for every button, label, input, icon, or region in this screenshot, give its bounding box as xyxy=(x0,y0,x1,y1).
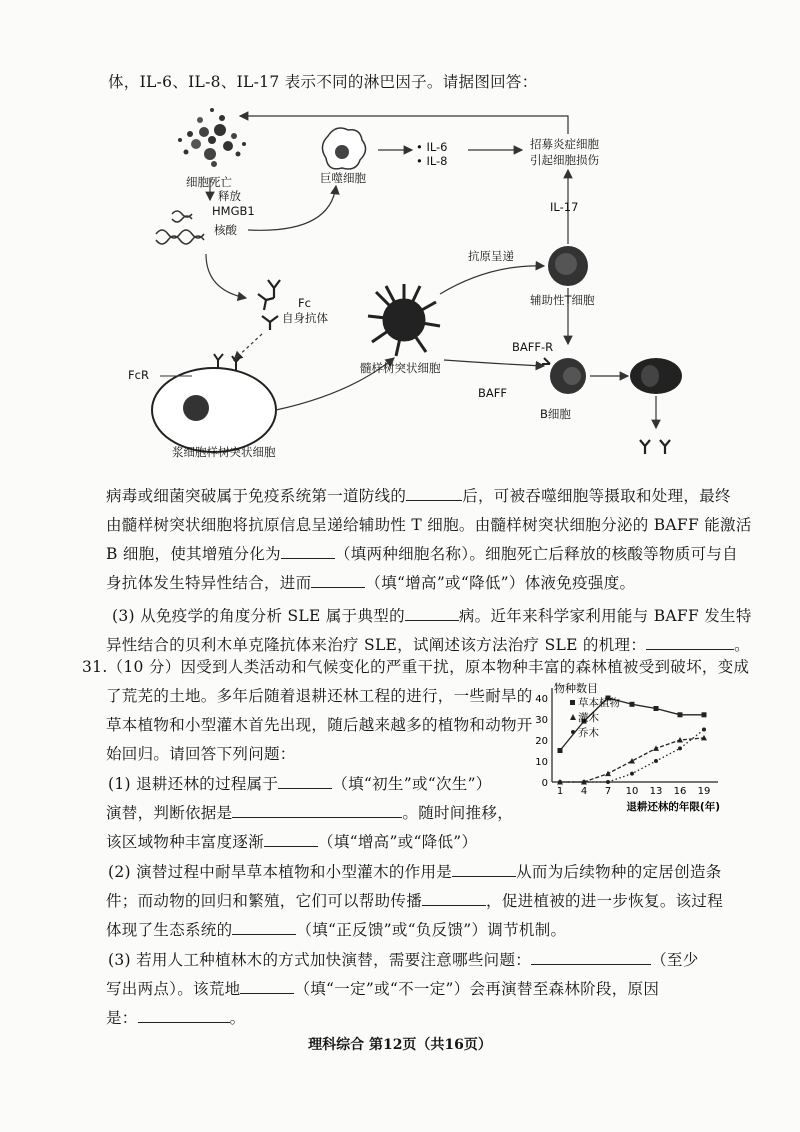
label-antigen-presentation: 抗原呈递 xyxy=(468,249,514,263)
q31-2-a: (2) 演替过程中耐旱草本植物和小型灌木的作用是 xyxy=(108,863,453,881)
b-cell-icon xyxy=(542,358,586,394)
legend-marker xyxy=(571,730,575,734)
data-point xyxy=(678,746,682,750)
page-footer: 理科综合 第12页（共16页） xyxy=(308,1037,492,1053)
q30-3-l2a: 异性结合的贝利木单克隆抗体来治疗 SLE，试阐述该方法治疗 SLE 的机理： xyxy=(106,636,647,654)
helper-t-cell-icon xyxy=(548,246,588,286)
q31-2-b: 从而为后续物种的定居创造条 xyxy=(516,863,722,881)
q31-2-line3 xyxy=(106,918,566,940)
q30-3-l2b: 。 xyxy=(734,636,750,654)
label-helper-t: 辅助性T细胞 xyxy=(530,293,595,307)
label-baff: BAFF xyxy=(478,386,507,400)
data-point xyxy=(677,737,683,743)
answer-blank[interactable] xyxy=(138,1008,230,1023)
data-point xyxy=(582,780,586,784)
q30-3-line1 xyxy=(112,604,752,626)
answer-blank[interactable] xyxy=(646,635,734,650)
plasmacytoid-dc-icon xyxy=(152,354,276,452)
label-b-cell: B细胞 xyxy=(540,407,571,421)
q31-1-b: （填“初生”或“次生”） xyxy=(332,775,492,793)
q31-2-line2 xyxy=(106,889,723,911)
x-tick-label: 13 xyxy=(649,786,663,797)
x-tick-label: 16 xyxy=(673,786,687,797)
q30-2-line3 xyxy=(106,542,738,564)
macrophage-icon xyxy=(322,128,365,169)
q31-2-e: 体现了生态系统的 xyxy=(106,921,233,939)
data-point xyxy=(629,758,635,764)
label-autoantibody: 自身抗体 xyxy=(282,311,328,325)
q30-3-l1a: (3) 从免疫学的角度分析 SLE 属于典型的 xyxy=(112,607,405,625)
label-nucleic-acid: 核酸 xyxy=(214,223,237,237)
q31-3-c: 写出两点）。该荒地 xyxy=(106,980,241,998)
data-point xyxy=(558,780,562,784)
q31-3-line2 xyxy=(106,977,659,999)
q31-3-e: 是： xyxy=(106,1009,138,1027)
plasma-cell-icon xyxy=(630,358,682,394)
legend-marker xyxy=(570,714,576,720)
q30-2-line4 xyxy=(106,571,635,593)
y-tick-label: 0 xyxy=(541,778,548,789)
answer-blank[interactable] xyxy=(232,920,296,935)
q31-p2: 草本植物和小型灌木首先出现，随后越来越多的植物和动物开 xyxy=(106,716,533,734)
q30-2-l4b: （填“增高”或“降低”）体液免疫强度。 xyxy=(365,574,636,592)
answer-blank[interactable] xyxy=(278,774,332,789)
data-point xyxy=(702,728,706,732)
y-tick-label: 30 xyxy=(535,715,548,726)
label-release: 释放 xyxy=(218,189,241,203)
data-point xyxy=(558,748,563,753)
y-tick-label: 10 xyxy=(535,757,548,768)
q31-2-d: ，促进植被的进一步恢复。该过程 xyxy=(486,892,724,910)
species-count-chart xyxy=(526,680,726,830)
immune-diagram xyxy=(0,94,800,464)
q31-2-line1 xyxy=(108,860,722,882)
answer-blank[interactable] xyxy=(240,979,294,994)
secreted-antibody-icon xyxy=(640,440,670,454)
data-point xyxy=(606,780,610,784)
q31-1-f: （填“增高”或“降低”） xyxy=(318,833,478,851)
q31-3-d: （填“一定”或“不一定”）会再演替至森林阶段，原因 xyxy=(294,980,660,998)
intro-text: 体，IL-6、IL-8、IL-17 表示不同的淋巴因子。请据图回答： xyxy=(108,73,538,91)
label-hmgb1: HMGB1 xyxy=(212,204,255,218)
label-recruit-1: 招募炎症细胞 xyxy=(530,137,599,151)
legend-label: 灌木 xyxy=(578,712,599,724)
answer-blank[interactable] xyxy=(232,803,402,818)
label-baff-r: BAFF-R xyxy=(512,340,554,354)
q30-3-l1b: 病。近年来科学家利用能与 BAFF 发生特 xyxy=(458,607,752,625)
data-point xyxy=(654,706,659,711)
q31-3-f: 。 xyxy=(229,1009,246,1027)
q30-2-l4a: 身抗体发生特异性结合，进而 xyxy=(106,574,312,592)
myeloid-dc-icon xyxy=(368,284,440,356)
q30-2-l3b: （填两种细胞名称）。细胞死亡后释放的核酸等物质可与自 xyxy=(334,545,738,563)
q31-2-f: （填“正反馈”或“负反馈”）调节机制。 xyxy=(296,921,567,939)
label-fc: Fc xyxy=(298,296,311,310)
q30-2-line2: 由髓样树突状细胞将抗原信息呈递给辅助性 T 细胞。由髓样树突状细胞分泌的 BAFF 能激活 xyxy=(106,516,752,534)
data-point xyxy=(605,771,611,777)
x-tick-label: 19 xyxy=(697,786,711,797)
q30-2-l3a: B 细胞，使其增殖分化为 xyxy=(106,545,281,563)
q31-3-line3 xyxy=(106,1006,245,1028)
legend-marker xyxy=(570,700,575,705)
answer-blank[interactable] xyxy=(406,486,462,501)
legend-label: 乔木 xyxy=(578,727,599,739)
data-point xyxy=(630,702,635,707)
label-macrophage: 巨噬细胞 xyxy=(320,171,366,185)
q30-2-line1 xyxy=(106,484,731,506)
q31-3-line1 xyxy=(108,948,699,970)
q31-1-line3 xyxy=(106,830,477,852)
label-recruit-2: 引起细胞损伤 xyxy=(530,153,599,167)
y-tick-label: 20 xyxy=(535,736,548,747)
answer-blank[interactable] xyxy=(405,606,459,621)
answer-blank[interactable] xyxy=(281,544,335,559)
answer-blank[interactable] xyxy=(531,950,651,965)
q31-1-d: 。随时间推移， xyxy=(402,804,514,822)
chart-title: 物种数目 xyxy=(554,682,598,695)
data-point xyxy=(702,712,707,717)
y-tick-label: 40 xyxy=(535,694,548,705)
q31-1-line2 xyxy=(106,801,513,823)
q31-1-e: 该区域物种丰富度逐渐 xyxy=(106,833,265,851)
nucleic-acid-icon xyxy=(156,211,204,244)
x-tick-label: 10 xyxy=(625,786,639,797)
q31-p3: 始回归。请回答下列问题： xyxy=(106,745,296,763)
q31-1-a: (1) 退耕还林的过程属于 xyxy=(108,775,279,793)
q30-2-l1b: 后，可被吞噬细胞等摄取和处理，最终 xyxy=(462,487,731,505)
q31-1-line1 xyxy=(108,772,492,794)
legend-label: 草本植物 xyxy=(578,697,620,709)
q31-3-b: （至少 xyxy=(651,951,699,969)
cell-death-icon xyxy=(178,108,246,167)
q31-1-c: 演替，判断依据是 xyxy=(106,804,233,822)
answer-blank[interactable] xyxy=(264,832,318,847)
data-point xyxy=(630,772,634,776)
data-point xyxy=(678,712,683,717)
x-axis-label: 退耕还林的年限(年) xyxy=(626,801,720,813)
autoantibody-icon xyxy=(258,280,280,330)
data-point xyxy=(654,759,658,763)
label-cell-death: 细胞死亡 xyxy=(186,175,232,189)
q31-2-c: 件；而动物的回归和繁殖，它们可以帮助传播 xyxy=(106,892,423,910)
q30-2-l1a: 病毒或细菌突破属于免疫系统第一道防线的 xyxy=(106,487,407,505)
q31-p1: 了荒芜的土地。多年后随着退耕还林工程的进行，一些耐旱的 xyxy=(106,687,533,705)
label-il8: • IL-8 xyxy=(416,154,448,168)
answer-blank[interactable] xyxy=(422,891,486,906)
q31-3-a: (3) 若用人工种植林木的方式加快演替，需要注意哪些问题： xyxy=(108,951,532,969)
x-tick-label: 1 xyxy=(556,786,564,797)
label-fcr: FcR xyxy=(128,368,149,382)
q31-head: 31.（10 分）因受到人类活动和气候变化的严重干扰，原本物种丰富的森林植被受到破坏，变成 xyxy=(82,658,750,676)
x-tick-label: 4 xyxy=(580,786,588,797)
answer-blank[interactable] xyxy=(311,573,365,588)
answer-blank[interactable] xyxy=(452,862,516,877)
q30-3-line2 xyxy=(106,633,750,655)
label-il17: IL-17 xyxy=(550,200,579,214)
label-myeloid-dc: 髓样树突状细胞 xyxy=(360,361,441,375)
x-tick-label: 7 xyxy=(604,786,612,797)
label-il6: • IL-6 xyxy=(416,140,448,154)
label-plasmacytoid-dc: 浆细胞样树突状细胞 xyxy=(172,445,276,459)
